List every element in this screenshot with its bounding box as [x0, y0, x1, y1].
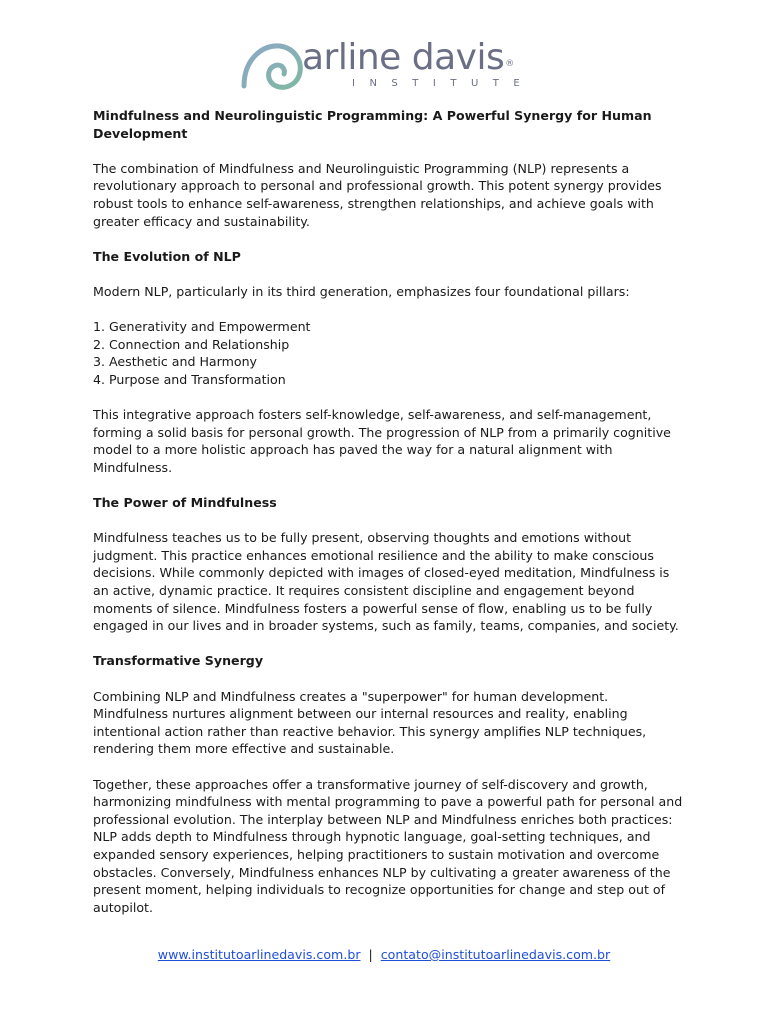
list-item: 3. Aesthetic and Harmony	[93, 354, 258, 370]
section-heading-mindfulness: The Power of Mindfulness	[93, 495, 277, 511]
institute-logo	[240, 37, 540, 96]
body-paragraph: Combining NLP and Mindfulness creates a "superpower" for human development. Mindfulness nurtures alignment between our internal resources and reality, enabling intentional action rather than reactive behavior. This synergy amplifies NLP techniques, rendering them more effective and sustainable.	[93, 688, 647, 757]
list-item: 2. Connection and Relationship	[93, 336, 290, 352]
website-link[interactable]: www.institutoarlinedavis.com.br	[157, 947, 361, 962]
page-footer	[0, 946, 768, 964]
section-lead: Modern NLP, particularly in its third generation, emphasizes four foundational pillars:	[93, 283, 630, 299]
logo-wordmark: arline davis®	[302, 37, 514, 78]
pillars-list	[93, 318, 683, 388]
body-paragraph: Together, these approaches offer a transformative journey of self-discovery and growth, harmonizing mindfulness with mental programming to pave a powerful path for personal and professional evolution. The interplay between NLP and Mindfulness enriches both practices: NLP adds depth to Mindfulness through hypnotic language, goal-setting techniques, and expanded sensory experiences, helping practitioners to sustain motivation and overcome obstacles. Conversely, Mindfulness enhances NLP by cultivating a greater awareness of the present moment, helping individuals to recognize opportunities for change and step out of autopilot.	[93, 776, 683, 915]
footer-separator: |	[368, 947, 373, 962]
document-title: Mindfulness and Neurolinguistic Programming: A Powerful Synergy for Human Development	[93, 108, 652, 141]
logo-subtitle: INSTITUTE	[352, 78, 535, 89]
list-item: 1. Generativity and Empowerment	[93, 319, 311, 335]
list-item: 4. Purpose and Transformation	[93, 371, 286, 387]
registered-mark: ®	[505, 59, 514, 69]
document-body	[93, 107, 683, 934]
section-heading-synergy: Transformative Synergy	[93, 653, 264, 669]
intro-paragraph: The combination of Mindfulness and Neurolinguistic Programming (NLP) represents a revolutionary approach to personal and professional growth. This potent synergy provides robust tools to enhance self-awareness, strengthen relationships, and achieve goals with greater efficacy and sustainability.	[93, 160, 662, 229]
spiral-logo-icon	[240, 40, 306, 92]
body-paragraph: Mindfulness teaches us to be fully present, observing thoughts and emotions without judgment. This practice enhances emotional resilience and the ability to make conscious decisions. While commonly depicted with images of closed-eyed meditation, Mindfulness is an active, dynamic practice. It requires consistent discipline and engagement beyond moments of silence. Mindfulness fosters a powerful sense of flow, enabling us to be fully engaged in our lives and in broader systems, such as family, teams, companies, and society.	[93, 530, 679, 634]
section-heading-evolution: The Evolution of NLP	[93, 248, 241, 264]
body-paragraph: This integrative approach fosters self-knowledge, self-awareness, and self-management, forming a solid basis for personal growth. The progression of NLP from a primarily cognitive model to a more holistic approach has paved the way for a natural alignment with Mindfulness.	[93, 407, 671, 475]
email-link[interactable]: contato@institutoarlinedavis.com.br	[380, 947, 611, 962]
